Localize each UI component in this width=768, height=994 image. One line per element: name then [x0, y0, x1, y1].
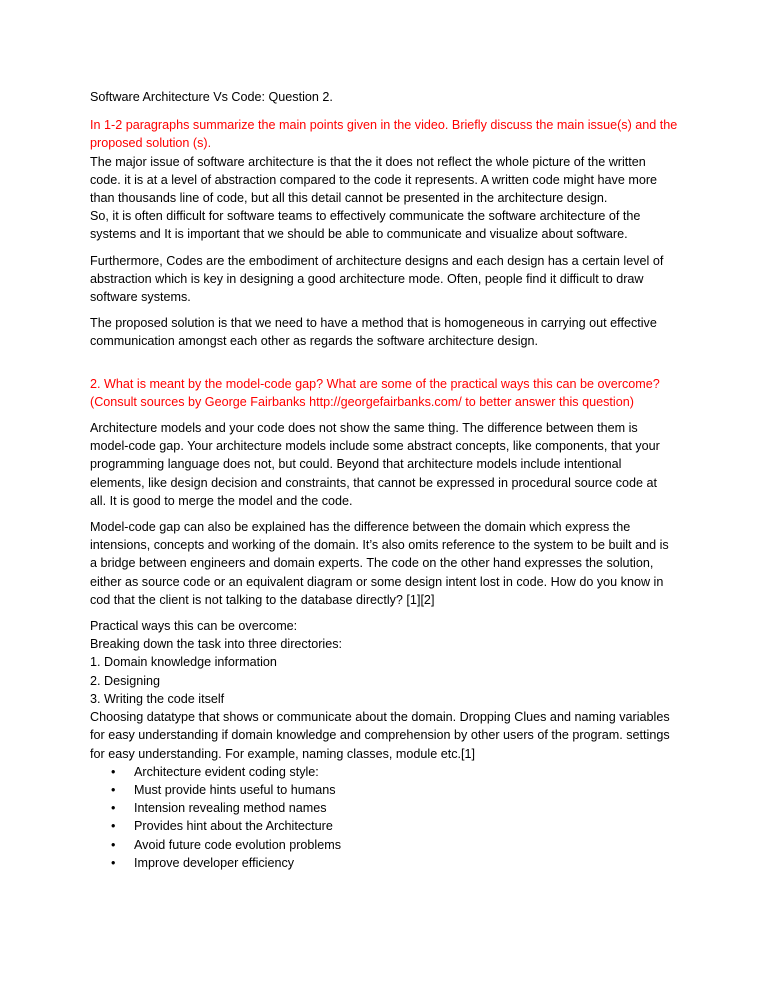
text-line: abstraction which is key in designing a good architecture mode. Often, people find it difficult to draw	[90, 271, 644, 286]
question-1-heading	[90, 116, 690, 152]
bullet-list	[90, 763, 690, 872]
paragraph-architecture-issue	[90, 153, 690, 244]
text-line: Breaking down the task into three directories:	[90, 637, 343, 652]
text-line: intensions, concepts and working of the domain. It’s also omits reference to the system to be built and is	[90, 538, 669, 553]
paragraph-abstraction	[90, 252, 690, 307]
heading-line: (Consult sources by George Fairbanks http://georgefairbanks.com/ to better answer this question)	[90, 394, 634, 409]
text-line: Architecture models and your code does not show the same thing. The difference between them is	[90, 421, 638, 436]
heading-line: 2. What is meant by the model-code gap? What are some of the practical ways this can be overcome?	[90, 376, 660, 391]
numbered-item: 1. Domain knowledge information	[90, 655, 277, 670]
bullet-icon: •	[111, 782, 116, 797]
bullet-item	[90, 781, 690, 799]
numbered-item: 3. Writing the code itself	[90, 691, 225, 706]
text-line: Practical ways this can be overcome:	[90, 619, 298, 634]
text-line: for easy understanding. For example, naming classes, module etc.[1]	[90, 746, 476, 761]
text-line: code. it is at a level of abstraction compared to the code it represents. A written code might have more	[90, 172, 658, 187]
heading-line: In 1-2 paragraphs summarize the main points given in the video. Briefly discuss the main issue(s) and the	[90, 118, 678, 133]
text-line: communication amongst each other as regards the software architecture design.	[90, 334, 539, 349]
bullet-text: Intension revealing method names	[134, 801, 327, 816]
bullet-icon: •	[111, 855, 116, 870]
bullet-item	[90, 854, 690, 872]
document-page	[90, 88, 690, 872]
text-line: cod that the client is not talking to the database directly? [1][2]	[90, 592, 435, 607]
text-line: model-code gap. Your architecture models include some abstract concepts, like components, that your	[90, 439, 660, 454]
paragraph-domain-vs-code	[90, 518, 690, 609]
text-line: either as source code or an equivalent diagram or some design intent lost in code. How do you know in	[90, 574, 664, 589]
text-line: software systems.	[90, 290, 191, 305]
text-line: than thousands line of code, but all this detail cannot be presented in the architecture design.	[90, 191, 608, 206]
bullet-text: Avoid future code evolution problems	[134, 837, 341, 852]
text-line: Choosing datatype that shows or communicate about the domain. Dropping Clues and naming variables	[90, 710, 670, 725]
bullet-text: Architecture evident coding style:	[134, 764, 319, 779]
bullet-icon: •	[111, 801, 116, 816]
text-line: all. It is good to merge the model and the code.	[90, 493, 353, 508]
text-line: The major issue of software architecture is that the it does not reflect the whole picture of the written	[90, 154, 646, 169]
bullet-text: Improve developer efficiency	[134, 855, 295, 870]
bullet-icon: •	[111, 819, 116, 834]
text-line: a bridge between engineers and domain experts. The code on the other hand expresses the solution,	[90, 556, 654, 571]
bullet-item	[90, 836, 690, 854]
paragraph-proposed-solution	[90, 314, 690, 350]
heading-line: proposed solution (s).	[90, 136, 212, 151]
bullet-item	[90, 817, 690, 835]
paragraph-model-code-gap	[90, 419, 690, 510]
document-title: Software Architecture Vs Code: Question 2.	[90, 90, 333, 104]
paragraph-practical-ways	[90, 617, 690, 763]
text-line: systems and It is important that we should be able to communicate and visualize about software.	[90, 227, 628, 242]
text-line: The proposed solution is that we need to have a method that is homogeneous in carrying out effective	[90, 316, 657, 331]
text-line: Model-code gap can also be explained has the difference between the domain which express the	[90, 520, 631, 535]
text-line: elements, like design decision and constraints, that cannot be expressed in procedural source code at	[90, 475, 658, 490]
text-line: for easy understanding if domain knowledge and comprehension by other users of the program. settings	[90, 728, 670, 743]
bullet-text: Must provide hints useful to humans	[134, 782, 336, 797]
text-line: programming language does not, but could. Beyond that architecture models include intentional	[90, 457, 622, 472]
text-line: Furthermore, Codes are the embodiment of architecture designs and each design has a certain level of	[90, 253, 664, 268]
bullet-text: Provides hint about the Architecture	[134, 819, 333, 834]
question-2-heading	[90, 375, 690, 411]
bullet-item	[90, 799, 690, 817]
bullet-icon: •	[111, 764, 116, 779]
bullet-item	[90, 763, 690, 781]
text-line: So, it is often difficult for software teams to effectively communicate the software architecture of the	[90, 209, 641, 224]
numbered-item: 2. Designing	[90, 673, 161, 688]
bullet-icon: •	[111, 837, 116, 852]
